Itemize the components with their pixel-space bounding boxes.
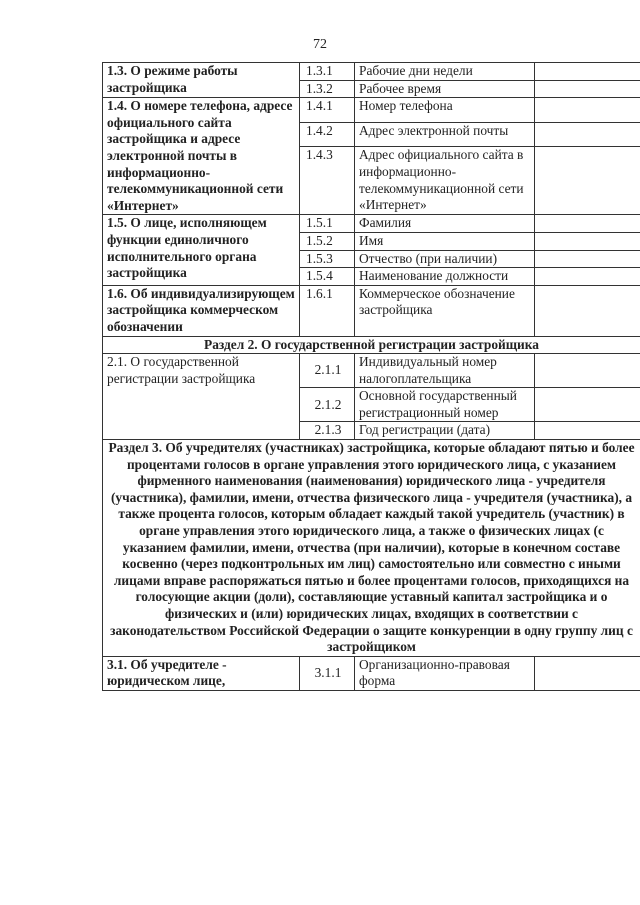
item-number: 1.5.1 xyxy=(300,215,355,233)
item-number: 1.4.3 xyxy=(300,147,355,215)
group-title: 3.1. Об учредителе - юридическом лице, xyxy=(103,656,300,690)
table-row xyxy=(103,285,640,336)
table-row xyxy=(103,63,640,81)
section-header-row xyxy=(103,336,640,354)
item-number: 3.1.1 xyxy=(300,656,355,690)
item-number: 1.3.2 xyxy=(300,80,355,98)
item-text: Отчество (при наличии) xyxy=(355,250,535,268)
item-number: 2.1.2 xyxy=(300,388,355,422)
value-cell xyxy=(535,388,640,422)
item-text: Фамилия xyxy=(355,215,535,233)
item-text: Коммерческое обозначение застройщика xyxy=(355,285,535,336)
item-text: Адрес электронной почты xyxy=(355,122,535,147)
table-row xyxy=(103,354,640,388)
group-title: 1.4. О номере телефона, адресе официального сайта застройщика и адресе электронной почты в информационно-телекоммуникационной сети «Интернет» xyxy=(103,98,300,215)
table-row xyxy=(103,656,640,690)
group-title: 1.5. О лице, исполняющем функции единоличного исполнительного органа застройщика xyxy=(103,215,300,285)
value-cell xyxy=(535,232,640,250)
group-title: 1.6. Об индивидуализирующем застройщика коммерческом обозначении xyxy=(103,285,300,336)
disclosure-table xyxy=(102,62,640,691)
value-cell xyxy=(535,656,640,690)
value-cell xyxy=(535,98,640,123)
value-cell xyxy=(535,122,640,147)
group-title: 1.3. О режиме работы застройщика xyxy=(103,63,300,98)
item-text: Адрес официального сайта в информационно-телекоммуникационной сети «Интернет» xyxy=(355,147,535,215)
item-text: Организационно-правовая форма xyxy=(355,656,535,690)
section-3-title: Раздел 3. Об учредителях (участниках) застройщика, которые обладают пятью и более процентами голосов в органе управления этого юридического лица, с указанием фирменного наименования (наименования) юридического лица - учредителя (участника), фамилии, имени, отчества физического лица - учредителя (участника), а также процента голосов, которым обладает каждый такой учредитель (участник) в органе управления этого юридического лица, а также о физических лицах (с указанием фамилии, имени, отчества (при наличии), которые в конечном составе косвенно (через подконтрольных им лиц) самостоятельно или совместно с иными лицами вправе распоряжаться пятью и более процентами голосов, приходящихся на голосующие акции (доли), составляющие уставный капитал застройщика и о физических и (или) юридических лицах, входящих в соответствии с законодательством Российской Федерации о защите конкуренции в одну группу лиц с застройщиком xyxy=(103,440,640,657)
item-text: Рабочее время xyxy=(355,80,535,98)
item-number: 2.1.3 xyxy=(300,422,355,440)
item-text: Имя xyxy=(355,232,535,250)
section-header-row xyxy=(103,440,640,657)
value-cell xyxy=(535,250,640,268)
item-number: 1.6.1 xyxy=(300,285,355,336)
item-text: Год регистрации (дата) xyxy=(355,422,535,440)
item-text: Индивидуальный номер налогоплательщика xyxy=(355,354,535,388)
group-title: 2.1. О государственной регистрации застройщика xyxy=(103,354,300,440)
item-number: 2.1.1 xyxy=(300,354,355,388)
value-cell xyxy=(535,147,640,215)
item-text: Номер телефона xyxy=(355,98,535,123)
page-number: 72 xyxy=(313,37,327,52)
item-number: 1.3.1 xyxy=(300,63,355,81)
item-text: Наименование должности xyxy=(355,268,535,286)
item-number: 1.4.2 xyxy=(300,122,355,147)
section-2-title: Раздел 2. О государственной регистрации застройщика xyxy=(103,336,640,354)
value-cell xyxy=(535,422,640,440)
table-row xyxy=(103,215,640,233)
table-row xyxy=(103,98,640,123)
value-cell xyxy=(535,80,640,98)
item-text: Рабочие дни недели xyxy=(355,63,535,81)
value-cell xyxy=(535,285,640,336)
item-number: 1.5.2 xyxy=(300,232,355,250)
item-number: 1.5.3 xyxy=(300,250,355,268)
value-cell xyxy=(535,215,640,233)
value-cell xyxy=(535,63,640,81)
item-number: 1.4.1 xyxy=(300,98,355,123)
item-text: Основной государственный регистрационный номер xyxy=(355,388,535,422)
value-cell xyxy=(535,268,640,286)
item-number: 1.5.4 xyxy=(300,268,355,286)
value-cell xyxy=(535,354,640,388)
